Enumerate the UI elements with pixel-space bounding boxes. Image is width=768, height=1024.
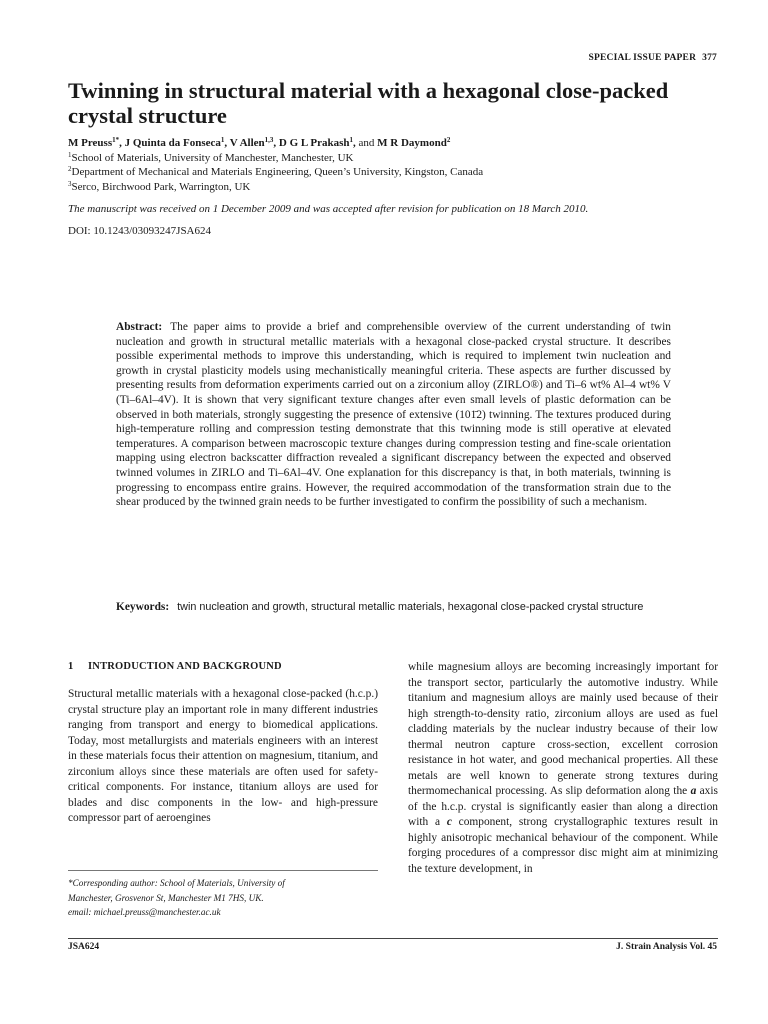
doi-link[interactable]: DOI: 10.1243/03093247JSA624	[68, 225, 212, 237]
author-affil-mark: 1*	[112, 136, 120, 144]
affiliation-line	[68, 180, 718, 194]
author-affil-mark: 1,3	[264, 136, 274, 144]
keywords-label: Keywords:	[116, 601, 170, 613]
footer-journal: J. Strain Analysis Vol. 45	[616, 942, 717, 952]
header-label: SPECIAL ISSUE PAPER	[588, 53, 697, 63]
affiliation-number: 1	[68, 151, 72, 159]
footer-article-code: JSA624	[68, 942, 100, 952]
affiliation-number: 2	[68, 165, 72, 174]
body-text: while magnesium alloys are becoming increasingly important for the transport sector, particularly the automotive industry. While titanium and magnesium alloys are mainly used because of their high strength-to-density ratio, zirconium alloys are used as fuel cladding materials by the nuclear industry because of their low thermal neutron capture cross-section, excellent corrosion resistance in hot water, and good mechanical properties. All these metals are well known to generate strong textures during thermomechanical processing. As slip deformation along the	[408, 661, 718, 797]
affiliation-number: 3	[68, 179, 72, 188]
paper-title: Twinning in structural material with a hexagonal close-packed crystal structure	[68, 78, 669, 128]
axis-letter: c	[446, 816, 452, 828]
body-text: axis of the h.c.p. crystal is significantly easier than along a direction with a	[408, 785, 718, 828]
page-number: 377	[702, 53, 717, 63]
section-number: 1	[68, 661, 74, 672]
keywords-text: twin nucleation and growth, structural metallic materials, hexagonal close-packed crystal structure	[177, 601, 644, 613]
author-name: J Quinta da Fonseca	[124, 137, 221, 149]
author-conjunction: and	[358, 137, 375, 149]
author-list: M Preuss$^{1*}$, J Quinta da Fonseca$^1$, V Allen$^{1,3}$, D G L Prakash$^1$, and M R Daymond$^2$	[68, 136, 451, 149]
footer-divider	[68, 938, 718, 939]
footnote-email[interactable]: email: michael.preuss@manchester.ac.uk	[68, 907, 221, 917]
author-name: V Allen	[229, 137, 265, 149]
affiliation-line	[68, 151, 718, 165]
section-heading	[68, 661, 388, 672]
affiliation-line	[68, 165, 718, 179]
affiliation-text: Department of Mechanical and Materials Engineering, Queen’s University, Kingston, Canada	[71, 166, 484, 179]
author-affil-mark: 1	[349, 136, 353, 144]
corresponding-author-footnote	[68, 876, 378, 920]
affiliation-text: School of Materials, University of Manchester, Manchester, UK	[71, 152, 354, 164]
body-column-right	[408, 660, 718, 877]
author-name: M Preuss	[68, 137, 113, 149]
abstract-text: The paper aims to provide a brief and comprehensible overview of the current understanding of twin nucleation and growth in structural metallic materials with a hexagonal close-packed crystal structure. It describes possible experimental methods to improve this understanding, which is required to implement twin nucleation and growth in crystal plasticity models using mechanistically meaningful criteria. These aspects are further discussed by presenting results from deformation experiments carried out on a zirconium alloy (ZIRLO®) and Ti–6 wt% Al–4 wt% V (Ti–6Al–4V). It is shown that very significant texture changes after even small levels of plastic deformation can be observed in both materials, strongly suggesting the presence of extensive (101̄2) twinning. The textures produced during high-temperature rolling and compression testing demonstrate that this twinning mode is still operative at elevated temperatures. A comparison between macroscopic texture changes during compression testing and fine-scale orientation mapping using electron backscatter diffraction revealed a significant discrepancy between the expected and observed twinned volumes in ZIRLO and Ti–6Al–4V. One explanation for this discrepancy is that, in both materials, twinning is progressing to encompass entire grains. However, the required accommodation of the transformation strain due to the shear produced by the twinned grain needs to be further investigated to confirm the possibility of such a mechanism.	[116, 321, 671, 509]
author-name: M R Daymond	[377, 137, 447, 149]
author-affil-mark: 2	[446, 136, 451, 144]
author-affil-mark: 1	[220, 136, 225, 144]
footnote-line: Manchester, Grosvenor St, Manchester M1 7HS, UK.	[68, 892, 264, 903]
footnote-line: *Corresponding author: School of Materials, University of	[68, 878, 285, 888]
received-note: The manuscript was received on 1 December 2009 and was accepted after revision for publication on 18 March 2010.	[68, 203, 589, 215]
axis-letter: a	[690, 785, 697, 797]
footnote-divider	[68, 870, 378, 871]
running-header	[589, 53, 717, 63]
affiliations	[68, 151, 718, 194]
section-title: INTRODUCTION AND BACKGROUND	[88, 661, 282, 672]
keywords	[116, 600, 671, 615]
body-column-left: Structural metallic materials with a hexagonal close-packed (h.c.p.) crystal structure play an important role in many different industries ranging from transport and energy to biomedical applications. Today, most metallurgists and materials engineers with an interest in these materials focus their attention on magnesium, titanium, and zirconium alloys since these materials are often used for safety-critical components. For instance, titanium alloys are used for blades and disc components in the low- and high-pressure compressor part of aeroengines	[68, 688, 378, 824]
abstract	[116, 320, 671, 510]
abstract-label: Abstract:	[116, 321, 163, 333]
affiliation-text: Serco, Birchwood Park, Warrington, UK	[71, 180, 251, 193]
body-text: component, strong crystallographic textures result in highly anisotropic mechanical behaviour of the component. While forging procedures of a compressor disc might aim at minimizing the texture development, in	[408, 816, 718, 875]
author-name: D G L Prakash	[278, 137, 350, 149]
